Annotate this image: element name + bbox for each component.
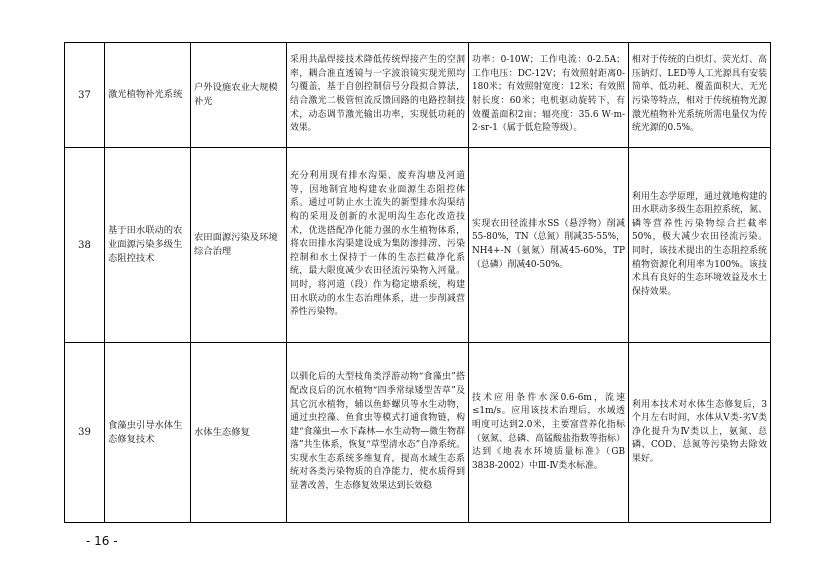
row-number: 37 [65,43,105,148]
application-field: 户外设施农业大规模补光 [191,43,287,148]
page-number: - 16 - [86,534,118,548]
technology-content: 充分利用现有排水沟渠、废弃沟塘及河道等，因地制宜地构建农业面源生态阻控体系。通过可防止水土流失的新型排水沟渠结构的采用及创新的水泥明沟生态化改造技术，优选搭配净化能力强的水生植物体系，将农田排水沟渠建设成为集防渗排涝、污染控制和水土保持于一体的生态拦截净化系统，最大限度减少农田径流污染物入河量。同时，将河道（段）作为稳定塘系统，构建田水联动的水生态治理体系，进一步削减营养性污染物。 [287,148,469,343]
technical-indicators: 技术应用条件水深0.6-6m，流速≤1m/s。应用该技术治理后，水域透明度可达到2.0米，主要富营养化指标（氨氮、总磷、高锰酸盐指数等指标）达到《地表水环境质量标准》（GB 3838-2002）中Ⅲ-Ⅳ类水标准。 [469,343,629,523]
technical-advantages: 利用本技术对水体生态修复后，3个月左右时间，水体从Ⅴ类-劣Ⅴ类净化提升为Ⅳ类以上，氨氮、总磷、COD、总氮等污染物去除效果好。 [629,343,771,523]
technology-name: 食藻虫引导水体生态修复技术 [105,343,191,523]
technical-indicators: 实现农田径流排水SS（悬浮物）削减55-80%，TN（总氮）削减35-55%，NH4+-N（氨氮）削减45-60%，TP（总磷）削减40-50%。 [469,148,629,343]
technical-advantages: 相对于传统的白炽灯、荧光灯、高压钠灯、LED等人工光源具有安装简单、低功耗、覆盖面积大、无光污染等特点，相对于传统植物光源激光植物补光系统所需电量仅为传统光源的0.5%。 [629,43,771,148]
technical-indicators: 功率：0-10W；工作电流：0-2.5A；工作电压：DC-12V；有效照射距离0-180米；有效照射宽度：12米；有效照射长度：60米；电机驱动旋转下，有效覆盖面积2亩；辐亮度：35.6 W·m-2·sr-1（属于低危险等级）。 [469,43,629,148]
table-row-38 [65,148,771,343]
technology-name: 基于田水联动的农业面源污染多级生态阻控技术 [105,148,191,343]
application-field: 水体生态修复 [191,343,287,523]
technology-content: 采用共晶焊接技术降低传统焊接产生的空洞率，耦合准直透镜与一字波浪镜实现光照均匀覆盖，基于自创控制信号分段拟合算法，结合激光二极管恒流反馈回路的电路控制技术，动态调节激光输出功率，实现低功耗的效果。 [287,43,469,148]
row-number: 39 [65,343,105,523]
application-field: 农田面源污染及环境综合治理 [191,148,287,343]
table-row-37 [65,43,771,148]
technology-content: 以驯化后的大型枝角类浮游动物“食藻虫”搭配改良后的沉水植物“四季常绿矮型苦草”及其它沉水植物，辅以鱼虾螺贝等水生动物，通过虫控藻、鱼食虫等模式打通食物链，构建“食藻虫—水下森林—水生动物—微生物群落”共生体系，恢复“草型清水态”自净系统。实现水生态系统多维复育，提高水域生态系统对各类污染物质的自净能力，使水质得到显著改善，生态修复效果达到长效稳 [287,343,469,523]
table-row-39 [65,343,771,523]
technology-name: 激光植物补光系统 [105,43,191,148]
technical-advantages: 利用生态学原理，通过就地构建的田水联动多级生态阻控系统，氮、磷等营养性污染物综合拦截率50%，极大减少农田径流污染。同时，该技术提出的生态阻控系统植物资源化利用率为100%。该技术具有良好的生态环境效益及水土保持效果。 [629,148,771,343]
row-number: 38 [65,148,105,343]
technology-table [64,42,771,523]
